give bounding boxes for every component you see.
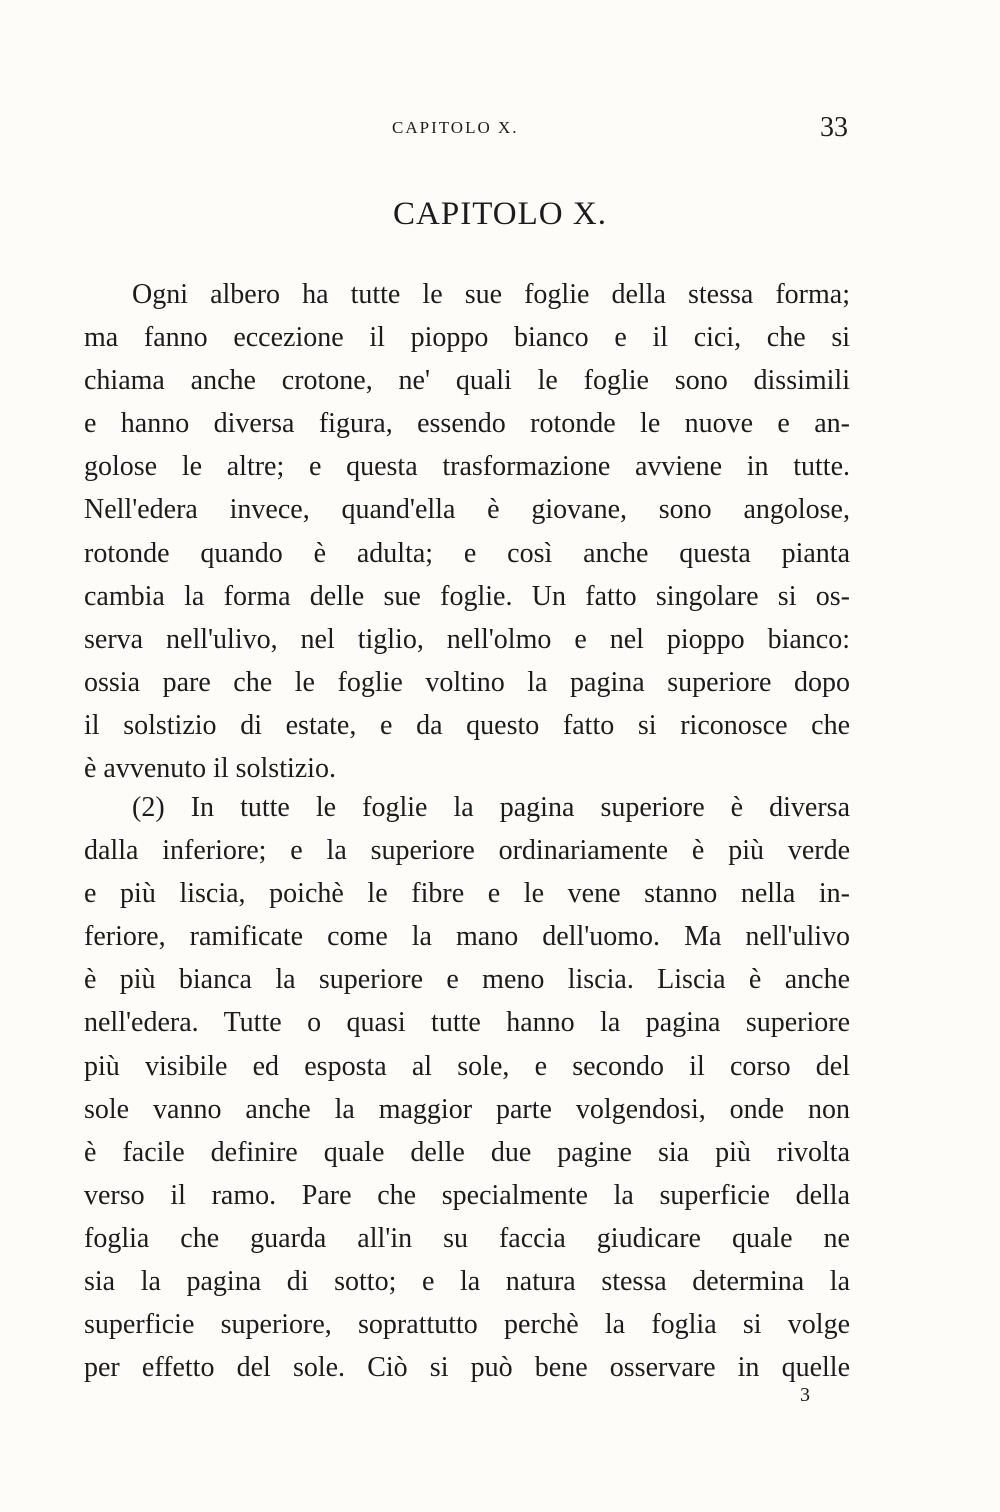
text-line: è facile definire quale delle due pagine sia più rivolta	[84, 1136, 850, 1168]
chapter-heading: CAPITOLO X.	[393, 196, 607, 232]
text-line: e più liscia, poichè le fibre e le vene stanno nella in-	[84, 878, 850, 910]
text-line: foglia che guarda all'in su faccia giudicare quale ne	[84, 1222, 850, 1254]
text-line: Ogni albero ha tutte le sue foglie della stessa forma;	[132, 279, 850, 310]
running-head	[0, 112, 1000, 148]
text-line: cambia la forma delle sue foglie. Un fatto singolare si os-	[84, 580, 850, 612]
text-line: per effetto del sole. Ciò si può bene osservare in quelle	[84, 1352, 850, 1384]
page-number: 33	[820, 112, 848, 143]
text-line: golose le altre; e questa trasformazione avviene in tutte.	[84, 451, 850, 483]
text-line: è avvenuto il solstizio.	[84, 753, 336, 785]
text-line: Nell'edera invece, quand'ella è giovane, sono angolose,	[84, 494, 850, 526]
text-line: chiama anche crotone, ne' quali le foglie sono dissimili	[84, 365, 850, 397]
text-line: rotonde quando è adulta; e così anche questa pianta	[84, 537, 850, 569]
paragraph	[84, 786, 850, 1389]
text-line: più visibile ed esposta al sole, e secondo il corso del	[84, 1050, 850, 1082]
running-title: CAPITOLO X.	[392, 118, 519, 137]
paragraph	[84, 273, 850, 790]
text-line: feriore, ramificate come la mano dell'uomo. Ma nell'ulivo	[84, 921, 850, 953]
text-line: il solstizio di estate, e da questo fatto si riconosce che	[84, 709, 850, 741]
text-line: e hanno diversa figura, essendo rotonde le nuove e an-	[84, 408, 850, 440]
text-line: sia la pagina di sotto; e la natura stessa determina la	[84, 1266, 850, 1298]
text-line: serva nell'ulivo, nel tiglio, nell'olmo e nel pioppo bianco:	[84, 623, 850, 655]
text-line: è più bianca la superiore e meno liscia. Liscia è anche	[84, 964, 850, 996]
text-line: nell'edera. Tutte o quasi tutte hanno la pagina superiore	[84, 1007, 850, 1039]
text-line: superficie superiore, soprattutto perchè la foglia si volge	[84, 1309, 850, 1341]
signature-mark: 3	[800, 1384, 810, 1406]
text-line: ossia pare che le foglie voltino la pagina superiore dopo	[84, 666, 850, 698]
text-line: verso il ramo. Pare che specialmente la superficie della	[84, 1179, 850, 1211]
text-line: ma fanno eccezione il pioppo bianco e il cici, che si	[84, 322, 850, 354]
text-line: sole vanno anche la maggior parte volgendosi, onde non	[84, 1093, 850, 1125]
text-line: dalla inferiore; e la superiore ordinariamente è più verde	[84, 835, 850, 867]
text-line: (2) In tutte le foglie la pagina superiore è diversa	[132, 792, 850, 823]
